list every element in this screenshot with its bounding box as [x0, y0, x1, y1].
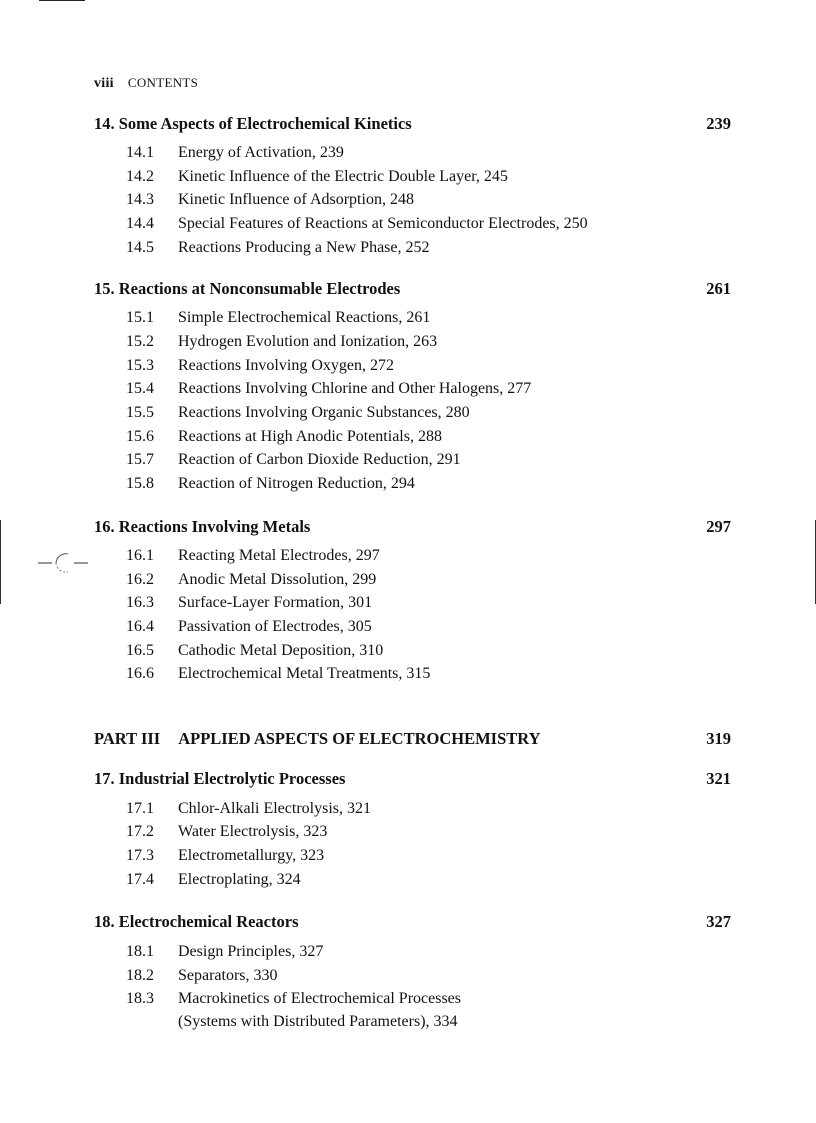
- section-entry: [126, 665, 430, 683]
- section-number: 16.6: [126, 665, 154, 682]
- section-entry: [126, 800, 371, 818]
- section-title: Reactions Involving Organic Substances, 280: [178, 404, 470, 421]
- section-number: 16.5: [126, 642, 154, 659]
- section-entry: [126, 618, 372, 636]
- section-number: 15.1: [126, 309, 154, 326]
- section-entry: [126, 943, 323, 961]
- chapter-page: 327: [706, 912, 731, 931]
- section-number: 18.3: [126, 990, 154, 1007]
- section-entry: [126, 428, 442, 446]
- section-title: Electroplating, 324: [178, 871, 301, 888]
- section-title: Surface-Layer Formation, 301: [178, 594, 373, 611]
- section-number: 18.2: [126, 967, 154, 984]
- section-entry: [126, 239, 430, 257]
- section-entry: [126, 168, 508, 186]
- section-entry: [126, 871, 301, 889]
- section-number: 15.7: [126, 451, 154, 468]
- section-entry: [126, 309, 430, 327]
- section-title: Cathodic Metal Deposition, 310: [178, 642, 384, 659]
- section-number: 16.1: [126, 547, 154, 564]
- chapter-page: 261: [706, 279, 731, 298]
- section-number: 14.1: [126, 144, 154, 161]
- section-title: Simple Electrochemical Reactions, 261: [178, 309, 431, 326]
- section-title: Anodic Metal Dissolution, 299: [178, 571, 377, 588]
- running-head: [94, 75, 198, 92]
- section-title: Reaction of Nitrogen Reduction, 294: [178, 475, 415, 492]
- section-number: 16.2: [126, 571, 154, 588]
- section-number: 14.4: [126, 215, 154, 232]
- part-heading: [94, 729, 731, 749]
- section-title: Passivation of Electrodes, 305: [178, 618, 372, 635]
- chapter-heading: [94, 912, 731, 932]
- chapter-heading: [94, 114, 731, 134]
- section-number: 14.5: [126, 239, 154, 256]
- section-entry: [126, 357, 394, 375]
- section-entry: [126, 333, 437, 351]
- chapter-heading: [94, 279, 731, 299]
- section-entry: [126, 191, 414, 209]
- section-title: Kinetic Influence of Adsorption, 248: [178, 191, 414, 208]
- section-title: Reacting Metal Electrodes, 297: [178, 547, 380, 564]
- section-entry: [126, 380, 531, 398]
- section-entry: [126, 144, 344, 162]
- section-title: Kinetic Influence of the Electric Double Layer, 245: [178, 168, 508, 185]
- chapter-title: 18. Electrochemical Reactors: [94, 912, 299, 931]
- section-number: 17.3: [126, 847, 154, 864]
- section-entry: [126, 642, 383, 660]
- section-number: 16.4: [126, 618, 154, 635]
- part-page: 319: [706, 729, 731, 748]
- section-entry: [126, 847, 324, 865]
- section-title: Reactions at High Anodic Potentials, 288: [178, 428, 442, 445]
- section-number: 17.4: [126, 871, 154, 888]
- chapter-title: 16. Reactions Involving Metals: [94, 517, 311, 536]
- section-number: 17.1: [126, 800, 154, 817]
- page-folio: viii: [94, 76, 114, 91]
- section-entry: [126, 571, 376, 589]
- section-entry: [126, 823, 327, 841]
- section-title: Chlor-Alkali Electrolysis, 321: [178, 800, 371, 817]
- section-number: 15.5: [126, 404, 154, 421]
- section-number: 18.1: [126, 943, 154, 960]
- section-title: Design Principles, 327: [178, 943, 324, 960]
- chapter-heading: [94, 517, 731, 537]
- section-number: 15.6: [126, 428, 154, 445]
- section-number: 15.3: [126, 357, 154, 374]
- section-title: Special Features of Reactions at Semiconductor Electrodes, 250: [178, 215, 588, 232]
- registration-mark-icon: [38, 550, 88, 576]
- chapter-title: 14. Some Aspects of Electrochemical Kinetics: [94, 114, 412, 133]
- chapter-heading: [94, 769, 731, 789]
- section-number: 15.4: [126, 380, 154, 397]
- section-title: Reactions Involving Oxygen, 272: [178, 357, 394, 374]
- section-title: Separators, 330: [178, 967, 278, 984]
- section-title: Electrochemical Metal Treatments, 315: [178, 665, 431, 682]
- section-entry: [126, 967, 278, 985]
- crop-mark-top: [39, 0, 85, 1]
- chapter-page: 297: [706, 517, 731, 536]
- section-entry: [126, 215, 588, 233]
- chapter-title: 17. Industrial Electrolytic Processes: [94, 769, 346, 788]
- section-entry: [126, 990, 461, 1008]
- section-number: 15.8: [126, 475, 154, 492]
- section-number: 16.3: [126, 594, 154, 611]
- section-title: Water Electrolysis, 323: [178, 823, 328, 840]
- section-title: Electrometallurgy, 323: [178, 847, 325, 864]
- chapter-page: 239: [706, 114, 731, 133]
- section-entry: [126, 404, 470, 422]
- section-entry: [126, 475, 415, 493]
- running-title: CONTENTS: [127, 75, 199, 90]
- section-number: 15.2: [126, 333, 154, 350]
- chapter-page: 321: [706, 769, 731, 788]
- section-number: 14.2: [126, 168, 154, 185]
- section-entry: [126, 451, 461, 469]
- part-label: PART III: [94, 729, 161, 748]
- section-title-continued: (Systems with Distributed Parameters), 334: [178, 1013, 458, 1030]
- section-number: 14.3: [126, 191, 154, 208]
- section-continuation: [178, 1013, 458, 1031]
- section-title: Hydrogen Evolution and Ionization, 263: [178, 333, 438, 350]
- section-title: Macrokinetics of Electrochemical Processes: [178, 990, 461, 1007]
- chapter-title: 15. Reactions at Nonconsumable Electrodes: [94, 279, 401, 298]
- section-entry: [126, 594, 372, 612]
- section-entry: [126, 547, 380, 565]
- edge-line-left: [0, 520, 1, 604]
- section-number: 17.2: [126, 823, 154, 840]
- part-title: APPLIED ASPECTS OF ELECTROCHEMISTRY: [178, 729, 541, 748]
- section-title: Reaction of Carbon Dioxide Reduction, 291: [178, 451, 461, 468]
- section-title: Reactions Producing a New Phase, 252: [178, 239, 430, 256]
- section-title: Reactions Involving Chlorine and Other Halogens, 277: [178, 380, 532, 397]
- section-title: Energy of Activation, 239: [178, 144, 344, 161]
